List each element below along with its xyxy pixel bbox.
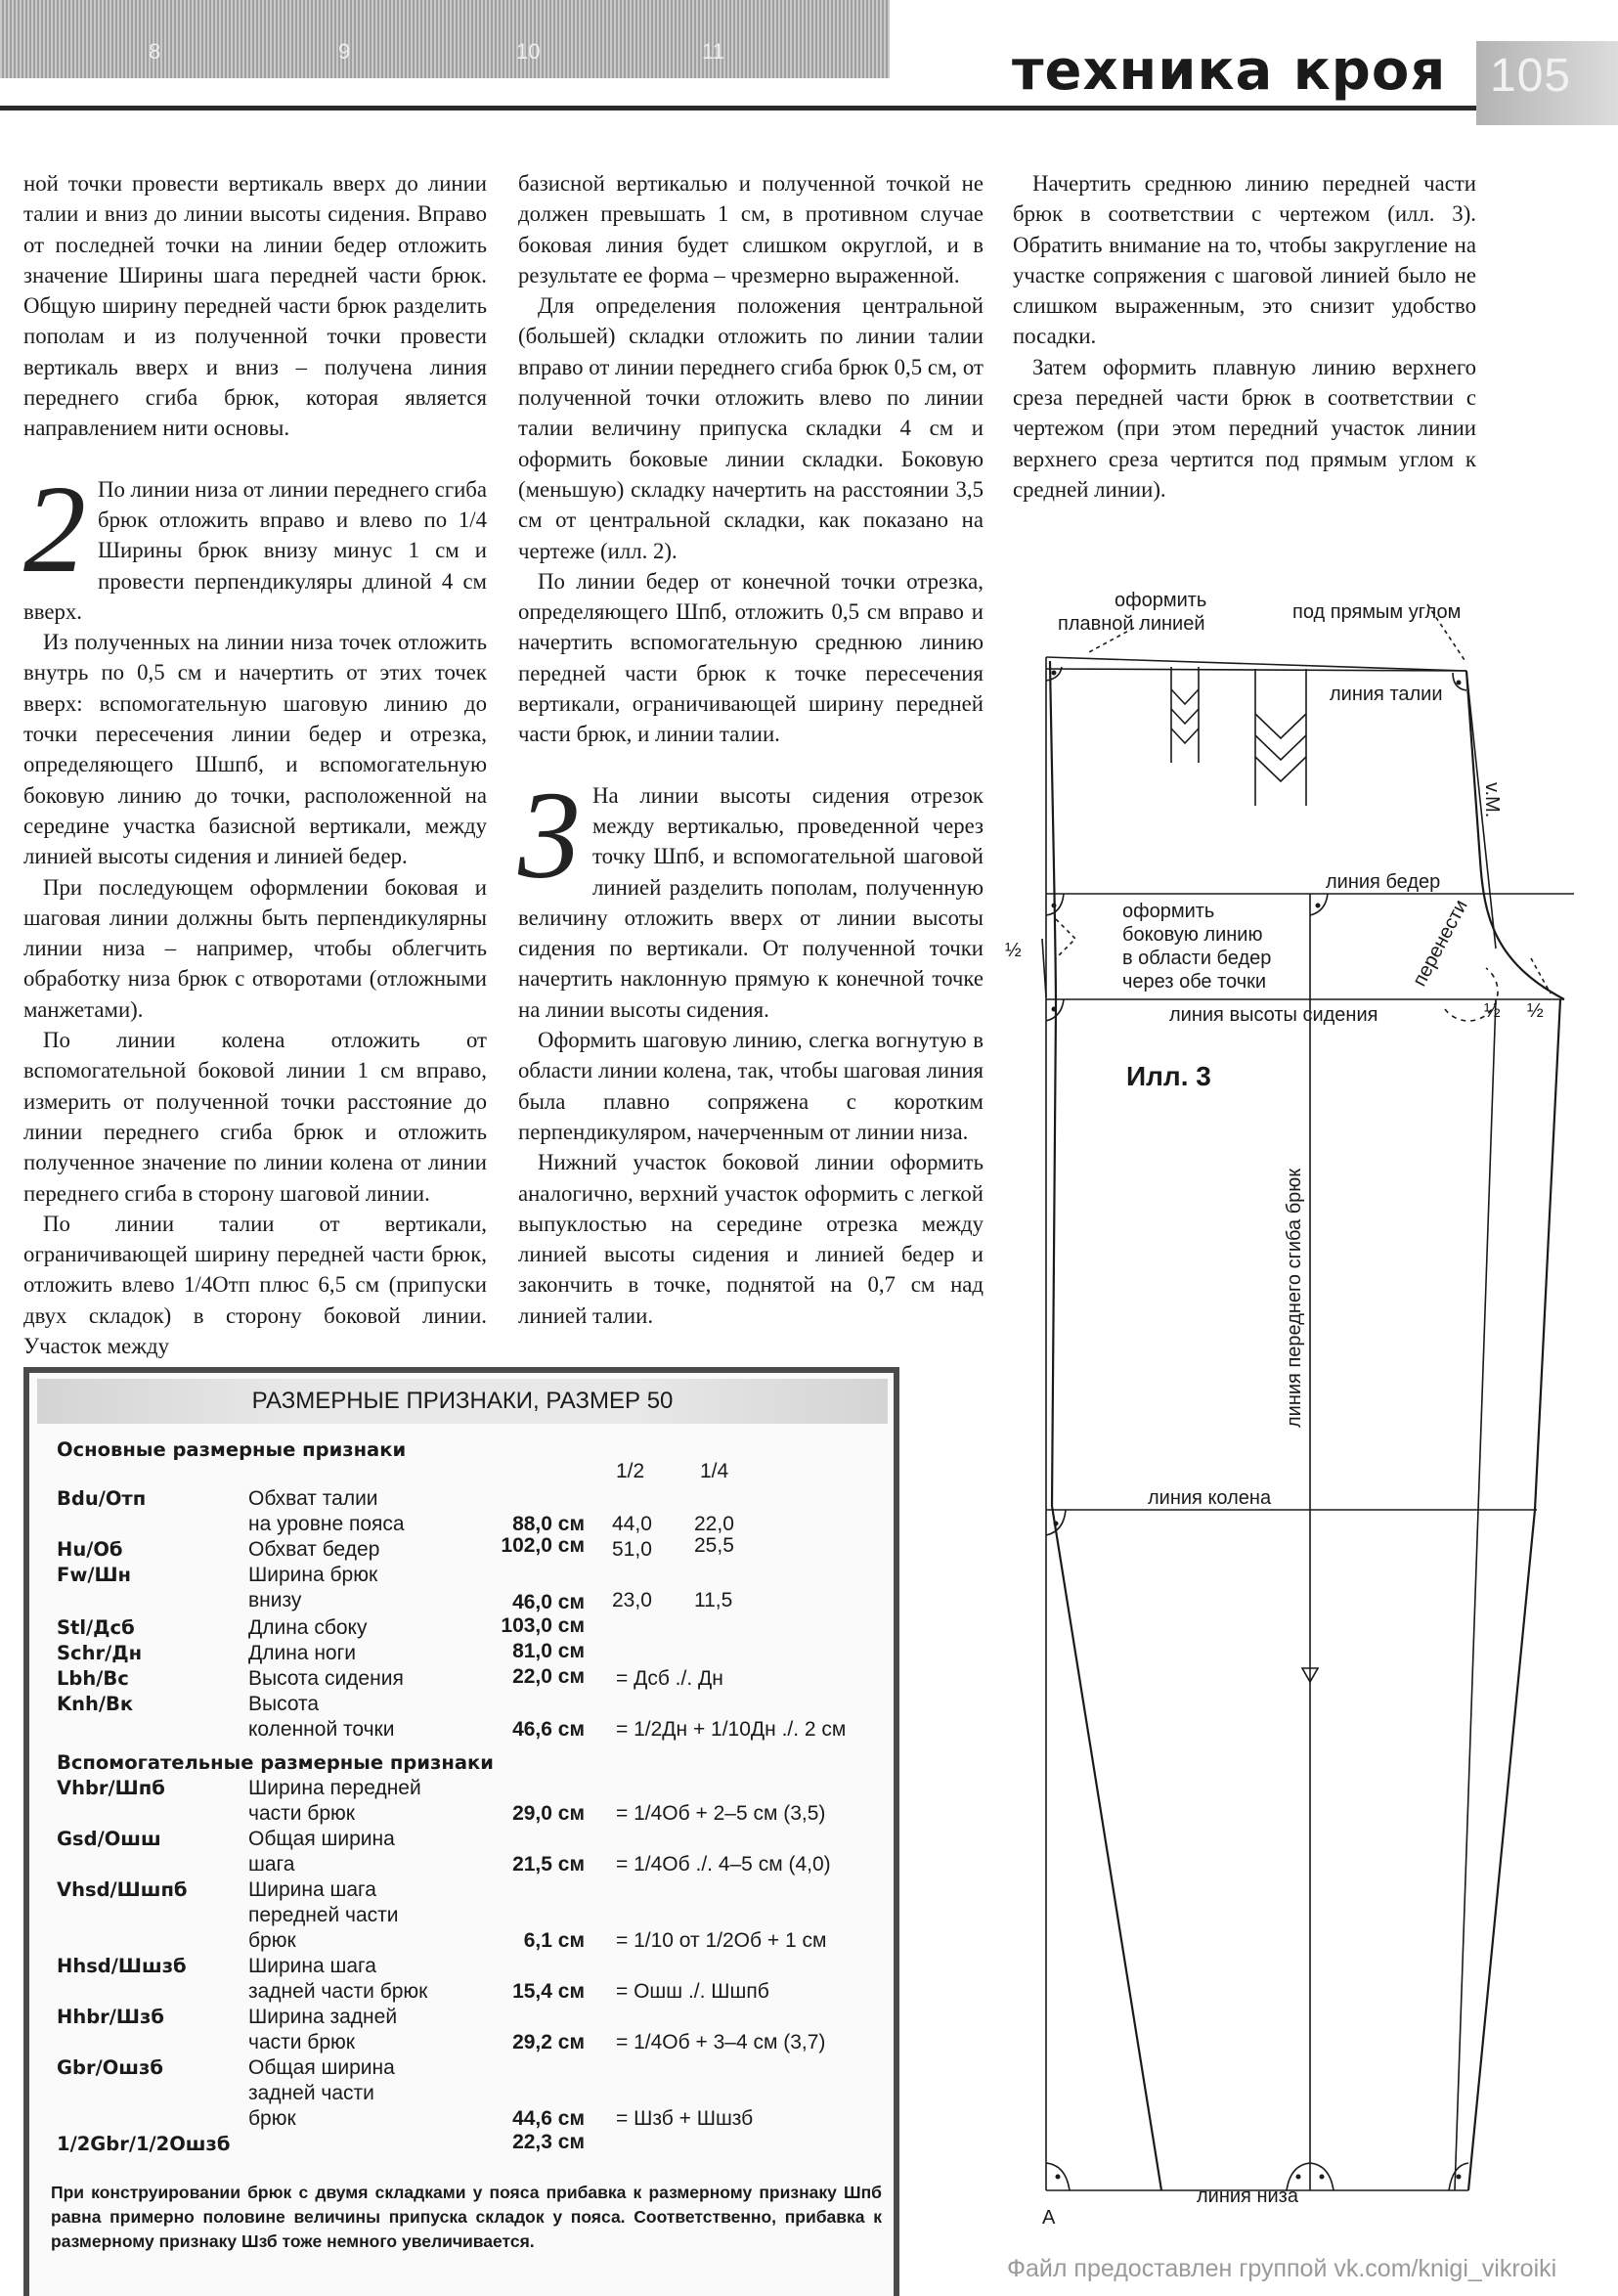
measure-name: Ширина передней <box>248 1777 421 1799</box>
label-side-3: в области бедер <box>1122 948 1272 969</box>
label-seat-line: линия высоты сидения <box>1169 1004 1378 1026</box>
measure-formula: = 1/10 от 1/2Об + 1 см <box>616 1929 827 1952</box>
label-half: ½ <box>1005 940 1022 961</box>
sizes-title: РАЗМЕРНЫЕ ПРИЗНАКИ, РАЗМЕР 50 <box>37 1379 888 1424</box>
measure-formula: = 1/4Об + 3–4 см (3,7) <box>616 2031 826 2053</box>
measure-name: Длина ноги <box>248 1642 356 1664</box>
paragraph: ной точки провести вертикаль вверх до линии талии и вниз до линии высоты сидения. Вправо от последней точки на линии бедер отложить значение Ширины шага передней части брюк. Общую ширину передней части брюк разделить пополам и из полученной точки провести вертикаль вверх и вниз – получена линия переднего сгиба брюк, которая является направлением нити основы. <box>23 171 487 441</box>
measure-code: Vhbr/Шпб <box>57 1777 165 1799</box>
pleat-chevrons <box>1255 714 1306 781</box>
paragraph: Для определения положения центральной (большей) складки отложить по линии талии вправо от линии переднего сгиба брюк 0,5 см, от полученной точки отложить влево по линии талии величину припуска складки 4 см и оформить боковые линии складки. Боковую (меньшую) складку начертить на расстоянии 3,5 см от центральной складки, как показано на чертеже (илл. 2). <box>518 293 984 563</box>
label-right-angle: под прямым углом <box>1292 601 1462 623</box>
measure-value: 103,0 см <box>501 1614 585 1637</box>
measure-value: 22,3 см <box>512 2131 585 2153</box>
inseam-line <box>1468 999 1560 2190</box>
size-measurements-box <box>23 1367 899 2296</box>
text-column-1 <box>23 168 487 1361</box>
ruler-number: 11 <box>702 39 724 64</box>
label-knee-line: линия колена <box>1148 1487 1272 1509</box>
measure-name: Обхват талии <box>248 1487 378 1510</box>
measure-name: Общая ширина <box>248 1828 395 1850</box>
label-side-1: оформить <box>1122 901 1215 922</box>
label-point-a: A <box>1042 2207 1056 2229</box>
label-waist-line: линия талии <box>1330 684 1443 705</box>
measure-value: 102,0 см <box>501 1534 585 1557</box>
label-side-4: через обе точки <box>1122 971 1267 993</box>
measure-code: Lbh/Вс <box>57 1667 129 1690</box>
measure-formula: = Ошш ./. Шшпб <box>616 1980 769 2003</box>
measure-code: Knh/Вк <box>57 1693 134 1715</box>
paragraph <box>23 459 488 627</box>
measure-quarter: 22,0 <box>694 1513 734 1535</box>
measure-value: 44,6 см <box>512 2107 585 2130</box>
measure-half: 23,0 <box>612 1589 652 1612</box>
section-title: техника кроя <box>1012 39 1447 103</box>
measure-value: 15,4 см <box>512 1980 585 2003</box>
measure-code: Stl/Дсб <box>57 1616 135 1639</box>
paragraph: базисной вертикалью и полученной точкой не должен превышать 1 см, в противном случае боковая линия будет слишком округлой, и в результате ее форма – чрезмерно выраженной. <box>518 171 984 287</box>
aux-measurements-header: Вспомогательные размерные признаки <box>57 1751 494 1774</box>
ruler-strip <box>0 0 890 78</box>
paragraph: Оформить шаговую линию, слегка вогнутую в области линии колена, так, чтобы шаговая линия была плавно сопряжена с коротким перпендикуляром, начерченным от линии низа. <box>518 1028 984 1144</box>
measure-name: внизу <box>248 1589 302 1612</box>
trouser-pattern-drawing <box>997 577 1613 2259</box>
paragraph-text: На линии высоты сидения отрезок между вертикалью, проведенной через точку Шпб, и вспомогательной шаговой линией разделить пополам, полученную величину отложить вверх от линии высоты сидения по вертикали. От полученной точки начертить наклонную прямую к конечной точке на линии высоты сидения. <box>518 782 984 1022</box>
paragraph: Нижний участок боковой линии оформить аналогично, верхний участок оформить с легкой выпуклостью на середине отрезка между линией высоты сидения и линией бедер и закончить в точке, поднятой на 0,7 см над линией талии. <box>518 1150 984 1328</box>
side-seam-line <box>1050 661 1161 2190</box>
measure-value: 29,2 см <box>512 2031 585 2053</box>
angle-dots <box>1052 671 1462 2180</box>
measure-name: Длина сбоку <box>248 1616 368 1639</box>
measure-code: 1/2Gbr/1/2Ошзб <box>57 2133 231 2155</box>
measure-value: 81,0 см <box>512 1640 585 1662</box>
measure-code: Vhsd/Шшпб <box>57 1878 188 1901</box>
measure-name: шага <box>248 1853 295 1876</box>
measure-formula: = 1/4Об + 2–5 см (3,5) <box>616 1802 826 1825</box>
page-number: 105 <box>1490 50 1572 102</box>
transfer-arc <box>1531 958 1551 993</box>
measure-quarter: 25,5 <box>694 1534 734 1557</box>
measure-name: брюк <box>248 1929 296 1952</box>
measure-formula: = 1/4Об ./. 4–5 см (4,0) <box>616 1853 831 1876</box>
measure-code: Schr/Дн <box>57 1642 143 1664</box>
ruler-number: 8 <box>149 39 161 64</box>
measure-code: Bdu/Отп <box>57 1487 147 1510</box>
paragraph: Начертить среднюю линию передней части брюк в соответствии с чертежом (илл. 3). Обратить внимание на то, чтобы закругление на участке сопряжения с шаговой линией было не слишком выраженным, это снизит удобство посадки. <box>1013 171 1476 349</box>
page-header <box>0 0 1618 125</box>
measure-quarter: 11,5 <box>694 1589 733 1612</box>
drop-cap: 3 <box>518 765 581 905</box>
center-front-line <box>1466 671 1564 999</box>
label-crease-line: линия переднего сгиба брюк <box>1284 1168 1305 1428</box>
text-column-3 <box>1013 168 1476 505</box>
measure-code: Gsd/Ошш <box>57 1828 161 1850</box>
measure-name: на уровне пояса <box>248 1513 405 1535</box>
label-smooth-1: оформить <box>1115 590 1207 611</box>
measure-code: Hhbr/Шзб <box>57 2006 164 2028</box>
measure-formula: = Дсб ./. Дн <box>616 1667 723 1690</box>
label-side-2: боковую линию <box>1122 924 1263 946</box>
paragraph: По линии бедер от конечной точки отрезка, определяющего Шпб, отложить 0,5 см вправо и начертить вспомогательную среднюю линию передней части брюк к точке пересечения вертикали, ограничивающей ширину передней части брюк, и линии талии. <box>518 568 984 747</box>
pleat-chevrons <box>1171 689 1199 743</box>
measure-name: брюк <box>248 2107 296 2130</box>
measure-value: 46,6 см <box>512 1718 585 1741</box>
paragraph: По линии колена отложить от вспомогательной боковой линии 1 см вправо, измерить от полученной точки расстояние до линии переднего сгиба брюк и отложить полученное значение по линии колена от линии переднего сгиба в сторону шаговой линии. <box>23 1028 487 1206</box>
measure-formula: = 1/2Дн + 1/10Дн ./. 2 см <box>616 1718 847 1741</box>
measure-value: 22,0 см <box>512 1665 585 1688</box>
measure-name: передней части <box>248 1904 399 1926</box>
measure-name: Ширина задней <box>248 2006 398 2028</box>
measure-name: Высота <box>248 1693 320 1715</box>
paragraph-text: По линии низа от линии переднего сгиба брюк отложить вправо и влево по 1/4 Ширины брюк внизу минус 1 см и провести перпендикуляры длиной 4 см вверх. <box>23 476 488 624</box>
column-header-quarter: 1/4 <box>700 1460 729 1482</box>
construction-note: При конструировании брюк с двумя складками у пояса прибавка к размерному признаку Шпб равна примерно половине величины припуска складок у пояса. Соответственно, прибавка к размерному признаку Шзб тоже немного увеличивается. <box>51 2183 882 2251</box>
label-hip-line: линия бедер <box>1326 871 1441 893</box>
measure-name: части брюк <box>248 2031 355 2053</box>
label-hem-line: линия низа <box>1197 2186 1298 2207</box>
pattern-lines <box>1042 604 1574 2190</box>
measure-name: коленной точки <box>248 1718 395 1741</box>
column-header-half: 1/2 <box>616 1460 645 1482</box>
measure-half: 51,0 <box>612 1538 652 1561</box>
label-transfer: перенести <box>1408 896 1472 991</box>
measure-name: задней части <box>248 2082 374 2104</box>
measure-value: 6,1 см <box>523 1929 585 1952</box>
measure-value: 21,5 см <box>512 1853 585 1876</box>
label-half: ½ <box>1484 1000 1501 1022</box>
measure-name: Ширина шага <box>248 1878 376 1901</box>
measure-code: Fw/Шн <box>57 1564 132 1586</box>
measure-half: 44,0 <box>612 1513 652 1535</box>
paragraph <box>518 765 984 1025</box>
measure-code: Gbr/Ошзб <box>57 2056 163 2079</box>
paragraph: При последующем оформлении боковая и шаговая линии должны быть перпендикулярны линии низа – например, чтобы облегчить обработку низа брюк с отворотами (отложными манжетами). <box>23 874 487 1022</box>
paragraph: Затем оформить плавную линию верхнего среза передней части брюк в соответствии с чертежом (при этом передний участок линии верхнего среза чертится под прямым углом к средней линии). <box>1013 354 1476 502</box>
main-measurements-header: Основные размерные признаки <box>57 1438 407 1461</box>
measure-name: Ширина шага <box>248 1955 376 1977</box>
measure-name: Высота сидения <box>248 1667 404 1690</box>
label-half: ½ <box>1527 1000 1544 1022</box>
ruler-number: 9 <box>338 39 351 64</box>
paragraph: Из полученных на линии низа точек отложить внутрь по 0,5 см и начертить от этих точек вверх: вспомогательную шаговую линию до точки пересечения линии бедер и отрезка, определяющего Шшпб, и вспомогательную боковую линию до точки, расположенной на середине участка базисной вертикали, между линией высоты сидения и линией бедер. <box>23 630 487 869</box>
measure-code: Hu/Об <box>57 1538 123 1561</box>
leader-arrow <box>1056 919 1075 958</box>
measure-code: Hhsd/Шшзб <box>57 1955 187 1977</box>
inseam-line <box>1455 999 1496 2190</box>
label-illustration: Илл. 3 <box>1126 1061 1211 1091</box>
measure-value: 46,0 см <box>512 1591 585 1613</box>
label-smooth-2: плавной линией <box>1058 613 1205 635</box>
text-column-2 <box>518 168 984 1331</box>
measure-name: Общая ширина <box>248 2056 395 2079</box>
measure-value: 88,0 см <box>512 1513 585 1535</box>
drop-cap: 2 <box>23 459 86 598</box>
ruler-number: 10 <box>516 39 541 64</box>
measure-name: Обхват бедер <box>248 1538 380 1561</box>
measure-formula: = Шзб + Шшзб <box>616 2107 754 2130</box>
measure-name: части брюк <box>248 1802 355 1825</box>
measure-name: задней части брюк <box>248 1980 428 2003</box>
footer-credit: Файл предоставлен группой vk.com/knigi_vikroiki <box>1007 2255 1557 2282</box>
paragraph: По линии талии от вертикали, ограничивающей ширину передней части брюк, отложить влево 1/4Отп плюс 6,5 см (припуски двух складок) в сторону боковой линии. Участок между <box>23 1211 487 1358</box>
label-vm: v.M. <box>1481 782 1503 818</box>
header-rule <box>0 106 1476 110</box>
measure-name: Ширина брюк <box>248 1564 378 1586</box>
measure-value: 29,0 см <box>512 1802 585 1825</box>
